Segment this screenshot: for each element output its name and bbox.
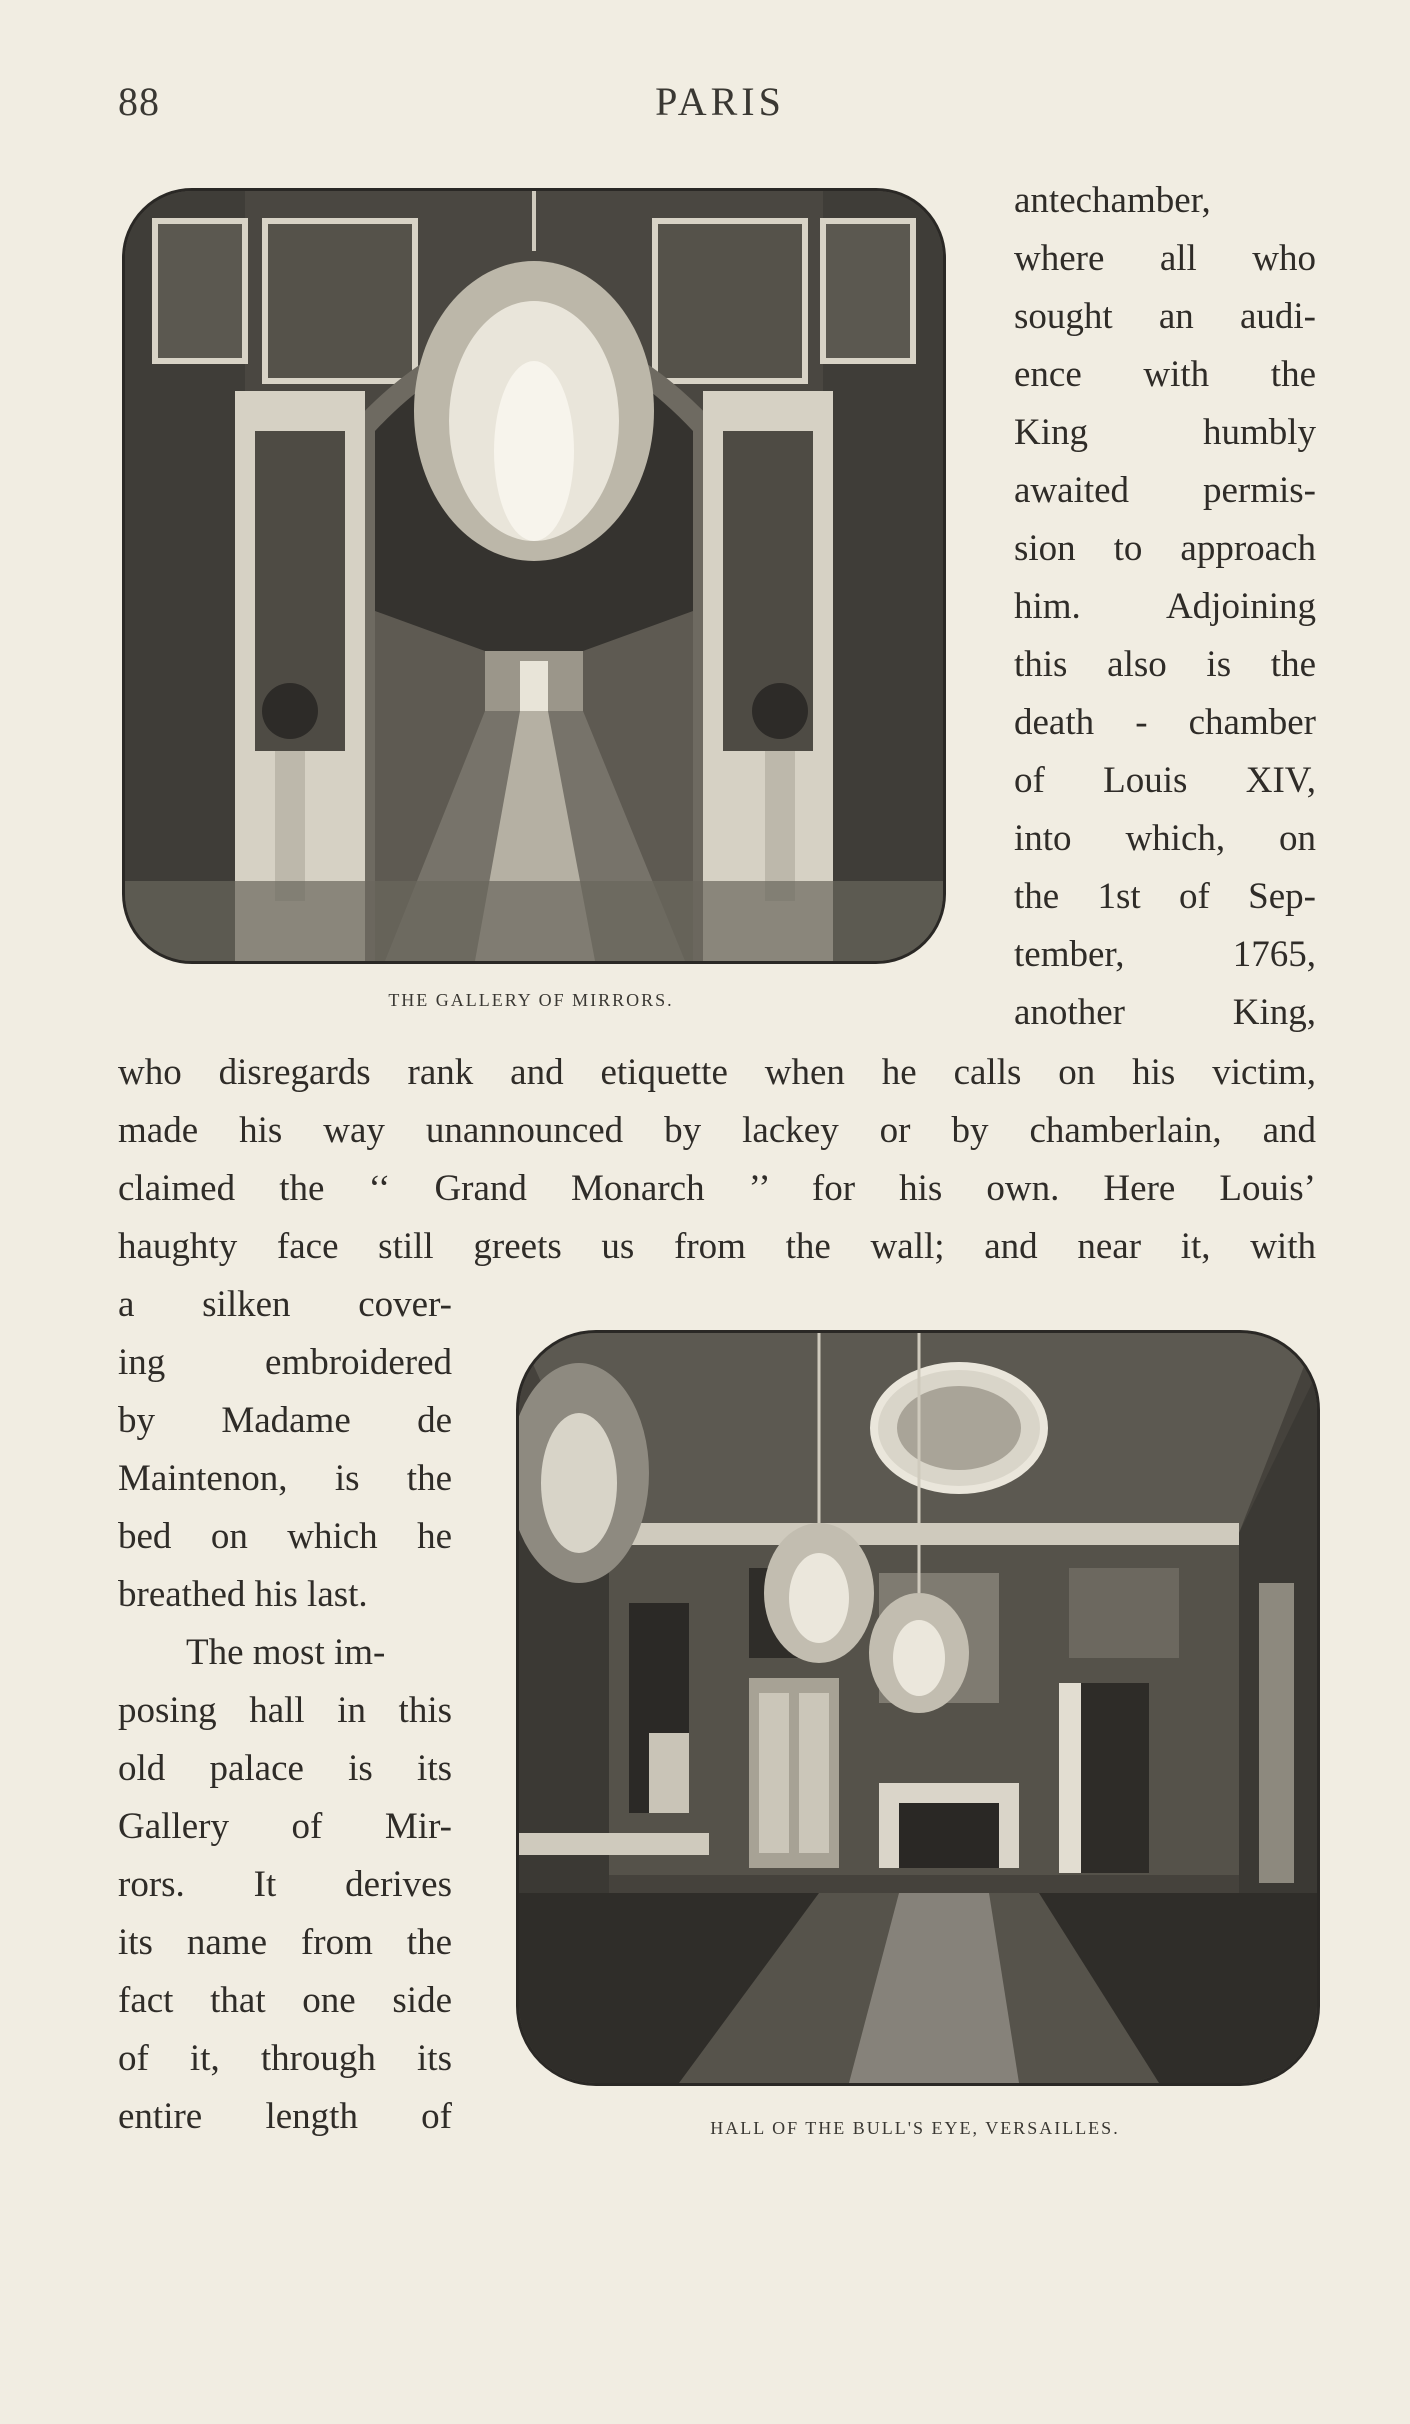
text-line: where all who: [1014, 238, 1316, 279]
figure-caption: HALL OF THE BULL'S EYE, VERSAILLES.: [710, 2118, 1120, 2138]
gallery-of-mirrors-illustration: [122, 188, 946, 964]
text-line: Maintenon, is the: [118, 1458, 452, 1499]
text-line: haughty face still greets us from the wall; and near it, with: [118, 1226, 1316, 1267]
text-line: ence with the: [1014, 354, 1316, 395]
full-width-text: [118, 1044, 1316, 1276]
text-line: breathed his last.: [118, 1574, 368, 1615]
text-line: another King,: [1014, 992, 1316, 1033]
left-column-text: [118, 1276, 452, 2146]
right-column-text: [1014, 172, 1316, 1042]
text-line: bed on which he: [118, 1516, 452, 1557]
text-line: antechamber,: [1014, 180, 1211, 221]
text-line: awaited permis-: [1014, 470, 1316, 511]
running-title: PARIS: [655, 79, 785, 124]
text-line: tember, 1765,: [1014, 934, 1316, 975]
text-line: entire length of: [118, 2096, 452, 2137]
text-line: old palace is its: [118, 1748, 452, 1789]
text-line: who disregards rank and etiquette when he calls on his victim,: [118, 1052, 1316, 1093]
text-line: ing embroidered: [118, 1342, 452, 1383]
text-line: him. Adjoining: [1014, 586, 1316, 627]
text-line: this also is the: [1014, 644, 1316, 685]
page-number: 88: [118, 79, 160, 124]
text-line: of Louis XIV,: [1014, 760, 1316, 801]
text-line: of it, through its: [118, 2038, 452, 2079]
hall-of-bulls-eye-illustration: [516, 1330, 1320, 2086]
text-line: fact that one side: [118, 1980, 452, 2021]
text-line: sought an audi-: [1014, 296, 1316, 337]
text-line: into which, on: [1014, 818, 1316, 859]
text-line: The most im-: [186, 1632, 386, 1673]
text-line: claimed the ‘‘ Grand Monarch ’’ for his own. Here Louis’: [118, 1168, 1316, 1209]
text-line: death - chamber: [1014, 702, 1316, 743]
text-line: Gallery of Mir-: [118, 1806, 452, 1847]
text-line: rors. It derives: [118, 1864, 452, 1905]
text-line: by Madame de: [118, 1400, 452, 1441]
text-line: the 1st of Sep-: [1014, 876, 1316, 917]
text-line: sion to approach: [1014, 528, 1316, 569]
text-line: King humbly: [1014, 412, 1316, 453]
text-line: a silken cover-: [118, 1284, 452, 1325]
text-line: its name from the: [118, 1922, 452, 1963]
figure-caption: THE GALLERY OF MIRRORS.: [388, 990, 674, 1010]
text-line: posing hall in this: [118, 1690, 452, 1731]
text-line: made his way unannounced by lackey or by chamberlain, and: [118, 1110, 1316, 1151]
